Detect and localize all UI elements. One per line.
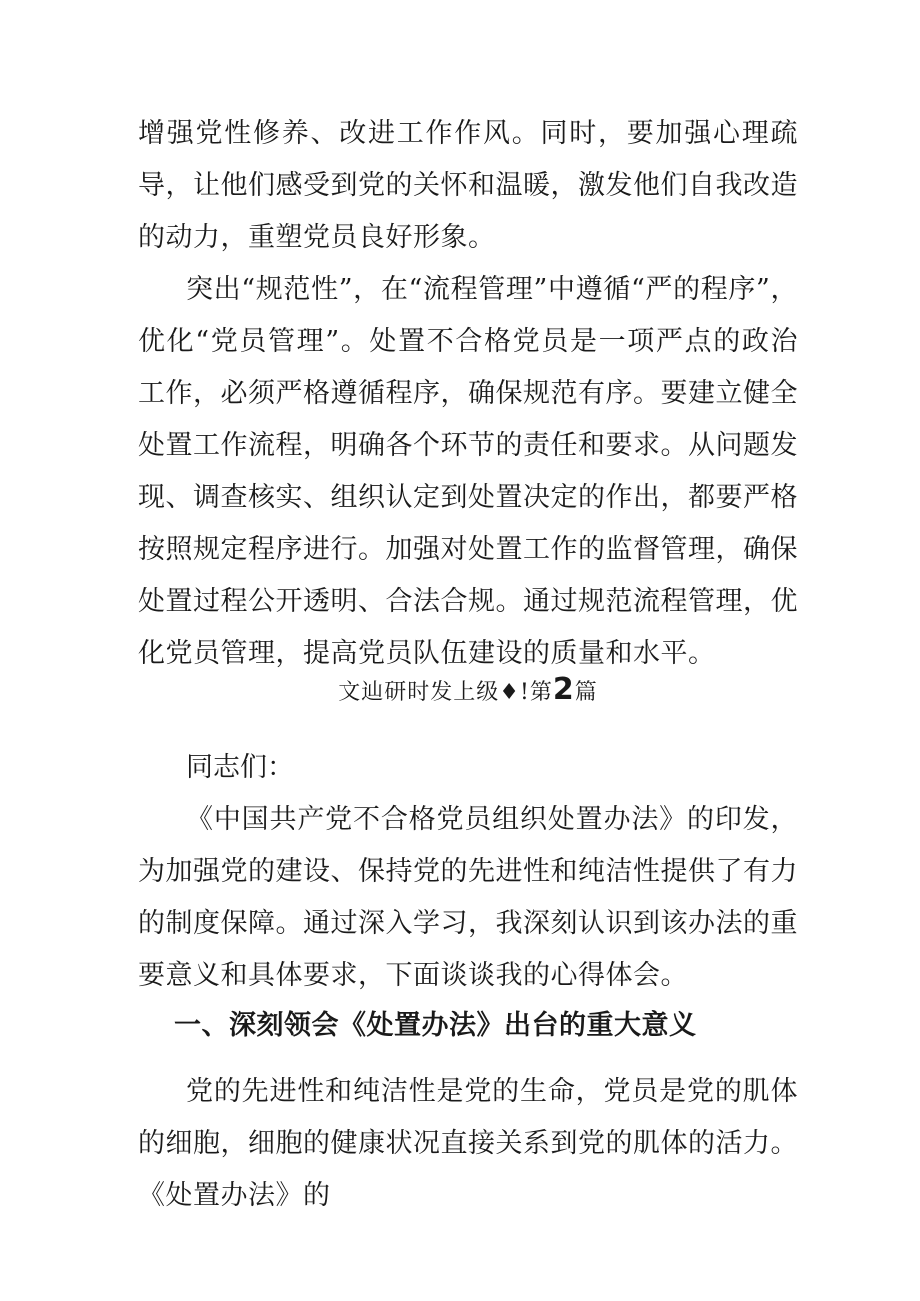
paragraph-2: 突出“规范性”，在“流程管理”中遵循“严的程序”，优化“党员管理”。处置不合格党员是一项严点的政治工作，必须严格遵循程序，确保规范有序。要建立健全处置工作流程，明确各个环节的责任和要求。从问题发现、调查核实、组织认定到处置决定的作出，都要严格按照规定程序进行。加强对处置工作的监督管理，确保处置过程公开透明、合法合规。通过规范流程管理，优化党员管理，提高党员队伍建设的质量和水平。: [138, 274, 798, 669]
paragraph-1: 增强党性修养、改进工作作风。同时，要加强心理疏导，让他们感受到党的关怀和温暖，激发他们自我改造的动力，重塑党员良好形象。: [138, 118, 798, 253]
paragraph-4: 党的先进性和纯洁性是党的生命，党员是党的肌体的细胞，细胞的健康状况直接关系到党的肌体的活力。《处置办法》的: [138, 1076, 798, 1211]
paragraph-3: 《中国共产党不合格党员组织处置办法》的印发，为加强党的建设、保持党的先进性和纯洁性提供了有力的制度保障。通过深入学习，我深刻认识到该办法的重要意义和具体要求，下面谈谈我的心得体会。: [138, 804, 798, 991]
greeting: 同志们：: [186, 752, 294, 783]
article-heading: [138, 664, 798, 719]
heading-suffix: 篇: [574, 680, 598, 705]
section-title: 一、深刻领会《处置办法》出台的重大意义: [174, 1010, 697, 1041]
heading-prefix: 文辿研时发上级♦!第: [338, 680, 553, 705]
heading-number: 2: [552, 672, 575, 707]
